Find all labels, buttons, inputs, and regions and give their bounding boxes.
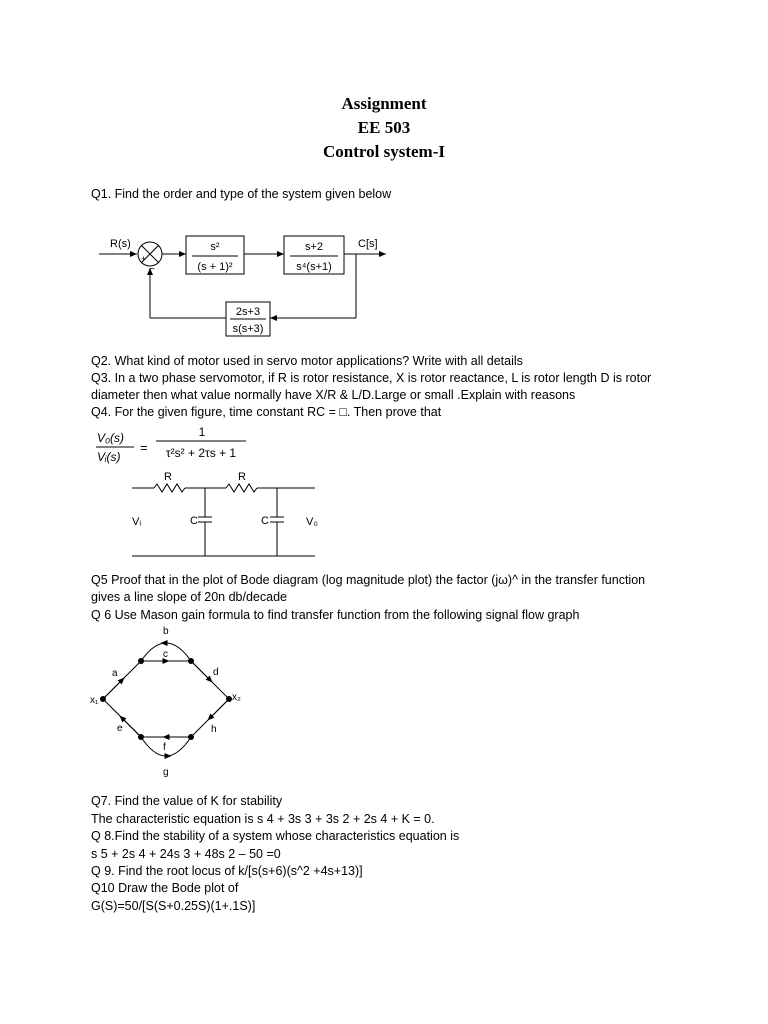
vin-label: Vᵢ	[132, 516, 142, 528]
sum-plus: +	[141, 254, 147, 264]
r2-label: R	[238, 471, 246, 483]
label-b: b	[163, 626, 169, 637]
h-numerator: 2s+3	[235, 306, 261, 318]
label-d: d	[213, 667, 219, 678]
label-c: c	[163, 649, 168, 660]
node-bottom-left	[138, 734, 144, 740]
label-g: g	[163, 767, 169, 778]
q1-text: Q1. Find the order and type of the system given below	[91, 187, 392, 201]
q5-line2: gives a line slope of 20n db/decade	[91, 590, 287, 604]
label-a: a	[112, 668, 118, 679]
q10-line2: G(S)=50/[S(S+0.25S)(1+.1S)]	[91, 899, 256, 913]
branch-g	[141, 737, 191, 756]
label-e: e	[117, 723, 123, 734]
x1-label: x₁	[90, 695, 99, 706]
eq-equals: =	[140, 440, 148, 455]
g2-denominator: s⁴(s+1)	[296, 261, 332, 273]
node-top-right	[188, 658, 194, 664]
g1-numerator: s²	[210, 241, 220, 253]
q7-line1: Q7. Find the value of K for stability	[91, 794, 283, 808]
eq-rhs-denominator: τ²s² + 2τs + 1	[165, 446, 237, 460]
q8-line2: s 5 + 2s 4 + 24s 3 + 48s 2 – 50 =0	[91, 847, 281, 861]
q3-line2: diameter then what value normally have X/R & L/D.Large or small .Explain with reasons	[91, 388, 576, 402]
q6-text: Q 6 Use Mason gain formula to find transfer function from the following signal flow graph	[91, 608, 580, 622]
q3-line1: Q3. In a two phase servomotor, if R is rotor resistance, X is rotor reactance, L is rotor length D is rotor	[91, 371, 652, 385]
label-h: h	[211, 724, 217, 735]
input-label: R(s)	[110, 238, 131, 250]
label-f: f	[163, 742, 166, 753]
eq-rhs-numerator: 1	[198, 425, 206, 439]
c1-label: C	[190, 515, 198, 527]
r1-label: R	[164, 471, 172, 483]
q5-line1: Q5 Proof that in the plot of Bode diagram (log magnitude plot) the factor (jω)^ in the transfer function	[91, 573, 646, 587]
q10-line1: Q10 Draw the Bode plot of	[91, 881, 239, 895]
q2-text: Q2. What kind of motor used in servo motor applications? Write with all details	[91, 354, 523, 368]
eq-lhs-denominator: Vᵢ(s)	[97, 450, 121, 464]
course-subject: Control system-I	[323, 142, 445, 161]
x2-label: x₂	[232, 692, 241, 703]
sum-minus: −	[149, 264, 155, 275]
q8-line1: Q 8.Find the stability of a system whose characteristics equation is	[91, 829, 460, 843]
node-top-left	[138, 658, 144, 664]
q4-text: Q4. For the given figure, time constant RC = □. Then prove that	[91, 405, 442, 419]
vout-label: V₀	[306, 516, 318, 528]
assignment-title: Assignment	[341, 94, 427, 113]
eq-lhs-numerator: V₀(s)	[97, 431, 125, 445]
c2-label: C	[261, 515, 269, 527]
course-code: EE 503	[357, 118, 411, 137]
g1-denominator: (s + 1)²	[197, 261, 233, 273]
q9-text: Q 9. Find the root locus of k/[s(s+6)(s^2 +4s+13)]	[91, 864, 363, 878]
node-bottom-right	[188, 734, 194, 740]
g2-numerator: s+2	[304, 241, 324, 253]
q7-line2: The characteristic equation is s 4 + 3s 3 + 3s 2 + 2s 4 + K = 0.	[91, 812, 435, 826]
h-denominator: s(s+3)	[232, 323, 264, 335]
output-label: C[s]	[358, 238, 378, 250]
node-x1	[100, 696, 106, 702]
